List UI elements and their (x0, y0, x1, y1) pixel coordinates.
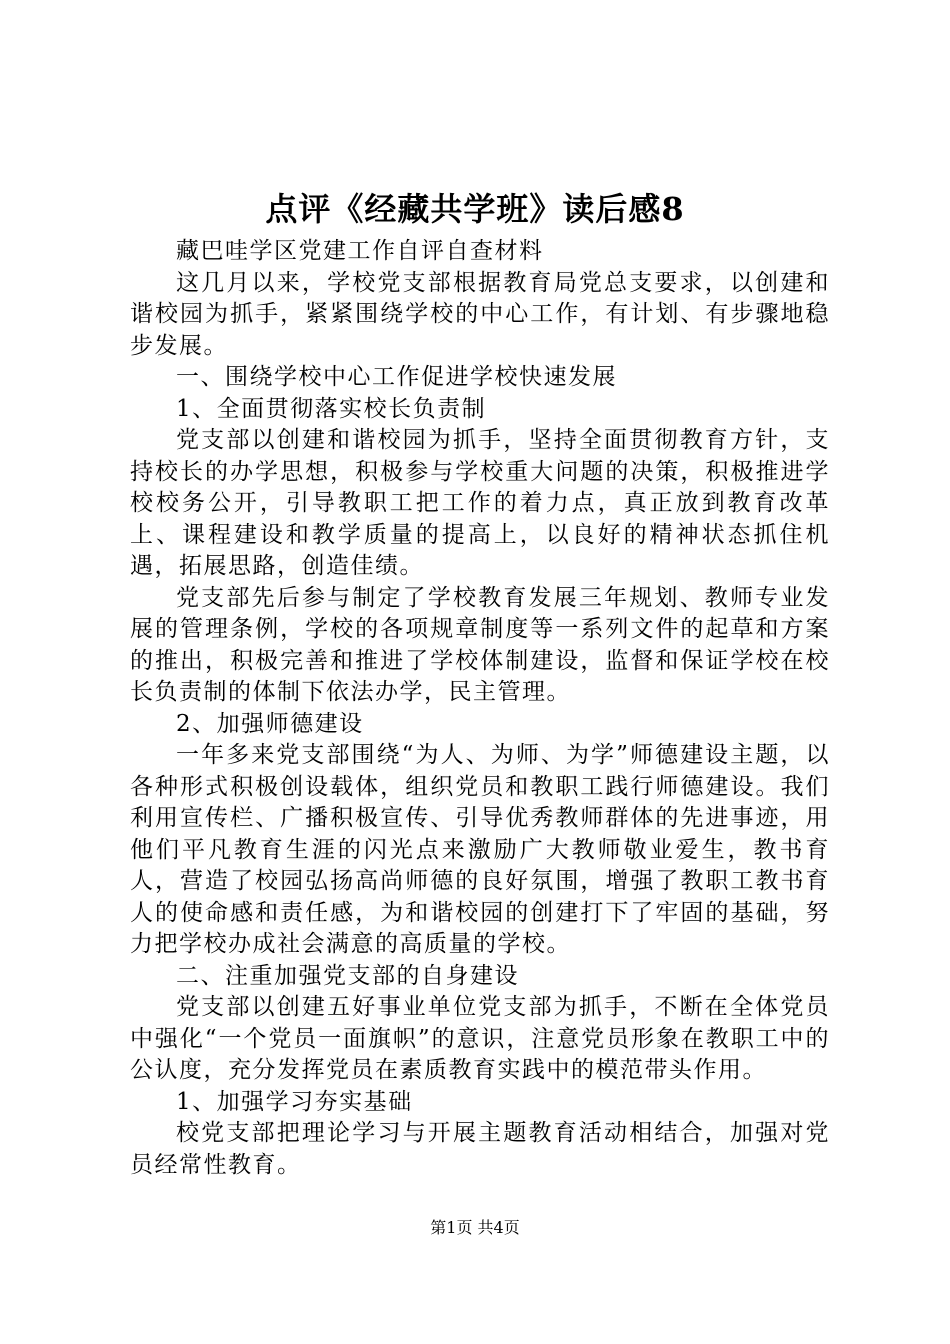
page-number-footer: 第1页 共4页 (430, 1218, 520, 1237)
document-title: 点评《经藏共学班》读后感8 (265, 190, 685, 228)
paragraph-subtitle: 藏巴哇学区党建工作自评自查材料 (176, 238, 544, 264)
paragraph: 党支部以创建五好事业单位党支部为抓手，不断在全体党员中强化“一个党员一面旗帜”的意识，注意党员形象在教职工中的公认度，充分发挥党员在素质教育实践中的模范带头作用。 (130, 994, 830, 1083)
paragraph-intro: 这几月以来，学校党支部根据教育局党总支要求，以创建和谐校园为抓手，紧紧围绕学校的中心工作，有计划、有步骤地稳步发展。 (130, 269, 830, 359)
paragraph: 党支部以创建和谐校园为抓手，坚持全面贯彻教育方针，支持校长的办学思想，积极参与学校重大问题的决策，积极推进学校校务公开，引导教职工把工作的着力点，真正放到教育改革上、课程建设和教学质量的提高上，以良好的精神状态抓住机遇，拓展思路，创造佳绩。 (130, 427, 830, 579)
section-heading-1: 一、围绕学校中心工作促进学校快速发展 (176, 364, 617, 390)
paragraph: 一年多来党支部围绕“为人、为师、为学”师德建设主题，以各种形式积极创设载体，组织党员和教职工践行师德建设。我们利用宣传栏、广播积极宣传、引导优秀教师群体的先进事迹，用他们平凡教育生涯的闪光点来激励广大教师敬业爱生，教书育人，营造了校园弘扬高尚师德的良好氛围，增强了教职工教书育人的使命感和责任感，为和谐校园的创建打下了牢固的基础，努力把学校办成社会满意的高质量的学校。 (130, 742, 830, 957)
paragraph: 党支部先后参与制定了学校教育发展三年规划、教师专业发展的管理条例，学校的各项规章制度等一系列文件的起草和方案的推出，积极完善和推进了学校体制建设，监督和保证学校在校长负责制的体制下依法办学，民主管理。 (130, 584, 830, 705)
subsection-heading-1-2: 2、加强师德建设 (176, 710, 364, 737)
paragraph: 校党支部把理论学习与开展主题教育活动相结合，加强对党员经常性教育。 (130, 1120, 830, 1178)
document-body (130, 236, 830, 1181)
subsection-heading-2-1: 1、加强学习夯实基础 (176, 1088, 413, 1115)
subsection-heading-1-1: 1、全面贯彻落实校长负责制 (176, 395, 487, 422)
section-heading-2: 二、注重加强党支部的自身建设 (176, 962, 519, 989)
